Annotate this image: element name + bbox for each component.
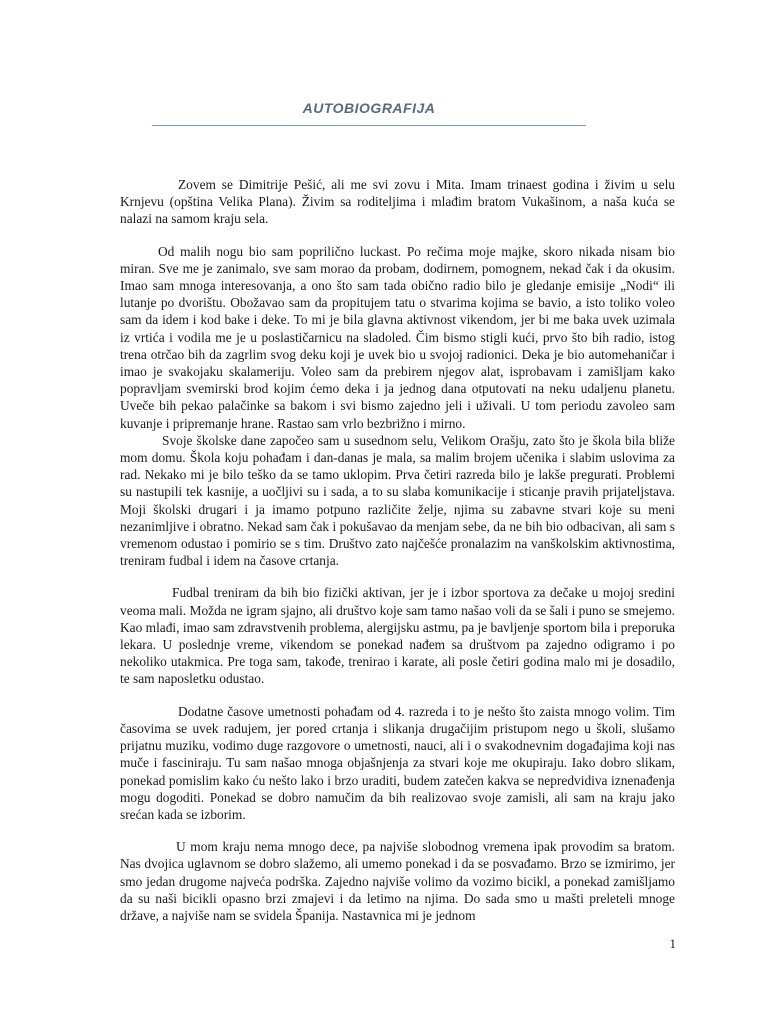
page-number: 1: [669, 936, 676, 951]
paragraph-brother: U mom kraju nema mnogo dece, pa najviše slobodnog vremena ipak provodim sa bratom. Nas dvojica uglavnom se dobro slažemo, ali umemo ponekad i da se posvađamo. Brzo se izmirimo, jer smo jedan drugome najveća podrška. Zajedno najviše volimo da vozimo bicikl, a ponekad zamišljamo da su naši bicikli opasno brzi zmajevi i da letimo na njima. Do sada smo u mašti preleteli mnoge države, a najviše nam se svidela Španija. Nastavnica mi je jednom: [120, 839, 675, 923]
paragraph-childhood: Od malih nogu bio sam poprilično luckast. Po rečima moje majke, skoro nikada nisam bio miran. Sve me je zanimalo, sve sam morao da probam, dodirnem, pomognem, nekad čak i da okusim. Imao sam mnoga interesovanja, a ono što sam tada obično radio bilo je gledanje emisije „Nodi“ ili lutanje po dvorištu. Obožavao sam da propitujem tatu o stvarima kojima se bavio, a isto toliko voleo sam da idem i kod bake i deke. To mi je bila glavna aktivnost vikendom, jer bi me baka uvek uzimala iz vrtića i vodila me je u poslastičarnicu na sladoled. Čim bismo stigli kući, prvo što bih radio, istog trena otrčao bih da zagrlim svog deku koji je uvek bio u svojoj radionici. Deka je bio automehaničar i imao je svakojaku skalameriju. Voleo sam da prebirem njegov alat, isprobavam i zamišljam kako popravljam svemirski brod kojim ćemo deka i ja jednog dana otputovati na neku udaljenu planetu. Uveče bih pekao palačinke sa bakom i svi bismo zajedno jeli i uživali. U tom periodu zavoleo sam kuvanje i pripremanje hrane. Rastao sam vrlo bezbrižno i mirno.: [120, 243, 675, 431]
document-body: [120, 176, 675, 939]
paragraph-school: Svoje školske dane započeo sam u susednom selu, Velikom Orašju, zato što je škola bila bliže mom domu. Škola koju pohađam i dan-danas je mala, sa malim brojem učenika i slabim uslovima za rad. Nekako mi je bilo teško da se tamo uklopim. Prva četiri razreda bilo je lakše pregurati. Problemi su nastupili tek kasnije, a uočljivi su i sada, a to su slaba komunikacije i sticanje pravih prijateljstava. Moji školski drugari i ja imamo potpuno različite želje, njima su zabavne stvari koje su meni nezanimljive i obratno. Nekad sam čak i pokušavao da menjam sebe, da ne bih bio odbacivan, ali sam s vremenom odustao i pomirio se s tim. Društvo zato najčešće pronalazim na vanškolskim aktivnostima, treniram fudbal i idem na časove crtanja.: [120, 432, 675, 569]
document-title: AUTOBIOGRAFIJA: [302, 100, 436, 116]
paragraph-football: Fudbal treniram da bih bio fizički aktivan, jer je i izbor sportova za dečake u mojoj sredini veoma mali. Možda ne igram sjajno, ali društvo koje sam tamo našao voli da se šali i puno se smejemo. Kao mlađi, imao sam zdravstvenih problema, alergijsku astmu, pa je bavljenje sportom bila i preporuka lekara. U poslednje vreme, vikendom se ponekad nađem sa društvom pa zajedno odigramo i po nekoliko utakmica. Pre toga sam, takođe, trenirao i karate, ali posle četiri godina malo mi je dosadilo, te sam naposletku odustao.: [120, 585, 675, 687]
paragraph-art: Dodatne časove umetnosti pohađam od 4. razreda i to je nešto što zaista mnogo volim. Tim časovima se uvek radujem, jer pored crtanja i slikanja drugačijim pristupom nego u školi, slušamo prijatnu muziku, vodimo duge razgovore o umetnosti, nauci, ali i o svakodnevnim događajima koji nas muče i fasciniraju. Tu sam našao mnoga objašnjenja za stvari koje me okupiraju. Iako dobro slikam, ponekad pomislim kako ću nešto lako i brzo uraditi, budem zatečen kakva se nepredvidiva iznenađenja mogu dogoditi. Ponekad se dobro namučim da bih realizovao svoje zamisli, ali sam na kraju jako srećan kada se izborim.: [120, 703, 675, 822]
paragraph-intro: Zovem se Dimitrije Pešić, ali me svi zovu i Mita. Imam trinaest godina i živim u selu Krnjevu (opština Velika Plana). Živim sa roditeljima i mlađim bratom Vukašinom, a naša kuća se nalazi na samom kraju sela.: [120, 177, 675, 227]
title-underline: [152, 125, 586, 126]
